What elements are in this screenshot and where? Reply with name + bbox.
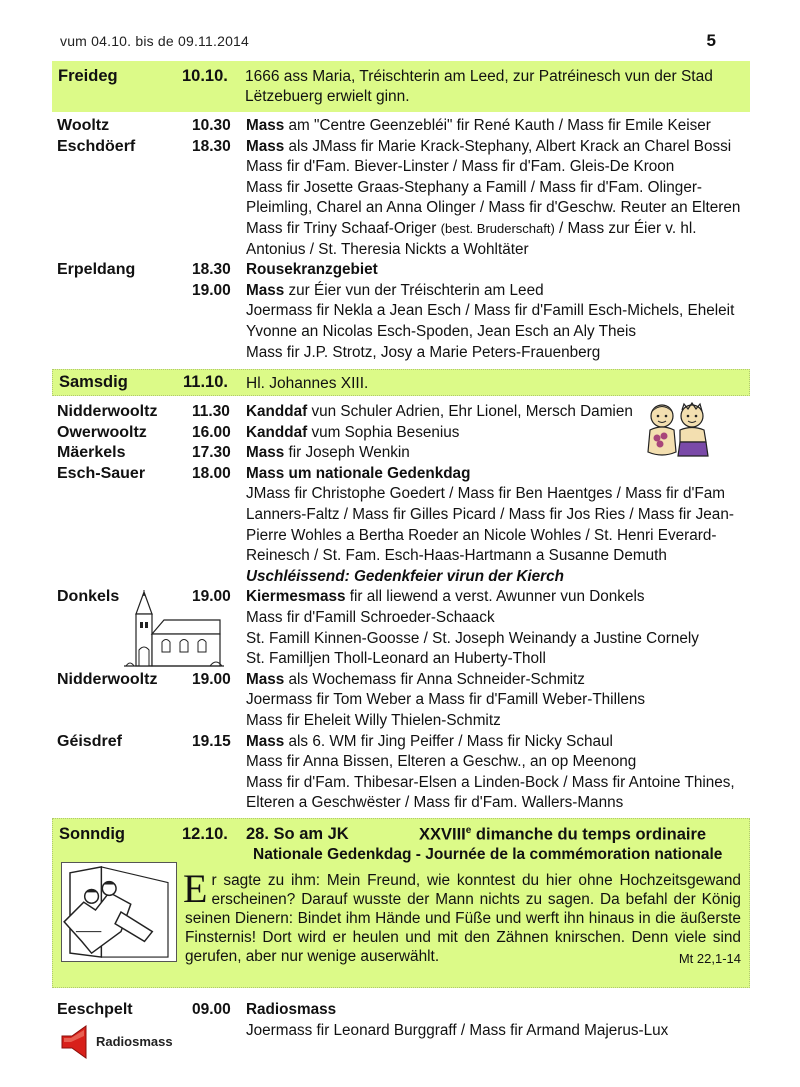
entry-t: Elteren a Geschwëster / Mass fir d'Fam. Wallers-Manns <box>246 794 624 812</box>
entry-t: Mass fir d'Famill Schroeder-Schaack <box>246 609 495 626</box>
location: Owerwooltz <box>57 423 147 441</box>
dropcap: E <box>183 866 208 911</box>
schedule-row <box>0 526 800 547</box>
entry-text <box>246 773 735 794</box>
entry-b: Mass <box>246 117 285 134</box>
entry-text <box>246 198 740 219</box>
schedule-row <box>0 240 800 261</box>
schedule-row <box>0 301 800 322</box>
entry-b: Radiosmass <box>246 1001 337 1018</box>
schedule-row <box>0 793 800 814</box>
liturgical-sunday-fr: XXVIIIe dimanche du temps ordinaire <box>419 825 707 844</box>
location: Nidderwooltz <box>57 403 158 420</box>
entry-text <box>246 1021 668 1042</box>
gospel-illustration-icon <box>61 862 177 962</box>
entry-b: Rousekranzgebiet <box>246 261 378 279</box>
entry-text <box>246 137 731 158</box>
entry-b: Kanddaf <box>246 423 308 441</box>
schedule-row <box>0 198 800 219</box>
entry-text <box>246 157 674 178</box>
entry-b: Mass <box>246 444 285 462</box>
time: 10.30 <box>192 117 231 134</box>
entry-text <box>246 711 501 732</box>
time: 18.30 <box>192 261 231 279</box>
schedule-row <box>0 322 800 343</box>
schedule-row <box>0 116 800 137</box>
entry-t: fir all liewend a verst. Awunner vun Donkels <box>345 588 645 606</box>
entry-t: Mass fir d'Fam. Biever-Linster / Mass fir d'Fam. Gleis-De Kroon <box>246 158 675 176</box>
entry-text <box>246 240 529 261</box>
entry-text <box>246 423 459 444</box>
schedule-row <box>0 567 800 588</box>
entry-t: Joermass fir Tom Weber a Mass fir d'Famill Weber-Thillens <box>246 691 646 709</box>
church-icon <box>124 590 224 668</box>
entry-text <box>246 732 613 753</box>
entry-b: Mass <box>246 137 285 155</box>
time: 19.15 <box>192 732 231 750</box>
entry-b: Mass <box>246 670 285 688</box>
time: 19.00 <box>192 281 231 299</box>
schedule-row <box>0 752 800 773</box>
entry-bi: Uschléissend: Gedenkfeier virun der Kierch <box>246 567 564 585</box>
time: 18.30 <box>192 137 231 155</box>
entry-t: Mass fir J.P. Strotz, Josy a Marie Peters-Frauenberg <box>246 343 601 361</box>
location: Géisdref <box>57 732 122 750</box>
entry-text <box>246 567 564 588</box>
entry-text <box>246 178 702 199</box>
schedule-row <box>0 281 800 302</box>
sunday-band <box>52 818 750 988</box>
page-header <box>60 33 750 53</box>
entry-t: JMass fir Christophe Goedert / Mass fir Ben Haentges / Mass fir d'Fam <box>246 485 725 503</box>
schedule-row <box>0 464 800 485</box>
location: Mäerkels <box>57 444 126 462</box>
gospel-reference: Mt 22,1-14 <box>678 951 741 966</box>
entry-t: Joermass fir Nekla a Jean Esch / Mass fir d'Famill Esch-Michels, Eheleit <box>246 302 735 320</box>
entry-text <box>246 505 734 526</box>
time: 11.30 <box>192 403 230 420</box>
schedule-row <box>0 608 800 629</box>
entry-t: Reinesch / St. Fam. Esch-Haas-Hartmann a Susanne Demuth <box>246 547 667 565</box>
day-date: 12.10. <box>182 825 228 843</box>
location: Eeschpelt <box>57 1001 133 1018</box>
entry-text <box>246 464 470 485</box>
entry-text <box>246 793 623 814</box>
entry-t: zur Éier vun der Tréischterin am Leed <box>284 281 544 299</box>
day-name: Freideg <box>58 67 118 85</box>
entry-text <box>246 402 633 423</box>
entry-t: vum Sophia Besenius <box>307 423 460 441</box>
friday-band <box>52 61 750 112</box>
entry-text <box>246 443 410 464</box>
entry-text <box>246 649 546 670</box>
entry-t: Joermass fir Leonard Burggraff / Mass fir Armand Majerus-Lux <box>246 1021 669 1039</box>
entry-t: als JMass fir Marie Krack-Stephany, Albert Krack an Charel Bossi <box>284 137 732 155</box>
schedule-row <box>0 732 800 753</box>
entry-t2: / Mass zur Éier v. hl. <box>554 220 697 237</box>
entry-text <box>246 1000 336 1021</box>
entry-t: am "Centre Geenzebléi" fir René Kauth / Mass fir Emile Keiser <box>284 117 711 134</box>
location: Donkels <box>57 588 120 606</box>
entry-t: Pleimling, Charel an Anna Olinger / Mass fir d'Geschw. Reuter an Elteren <box>246 199 741 217</box>
date-range: vum 04.10. bis de 09.11.2014 <box>60 33 250 49</box>
gospel-text <box>183 866 741 968</box>
liturgical-sunday: 28. So am JK <box>246 825 349 843</box>
entry-text <box>246 608 495 629</box>
entry-text <box>246 116 711 137</box>
location: Erpeldang <box>57 261 136 279</box>
entry-text <box>246 690 645 711</box>
entry-t: Antonius / St. Theresia Nickts a Wohltäter <box>246 240 529 258</box>
time: 18.00 <box>192 464 231 482</box>
location: Eschdöerf <box>57 137 136 155</box>
entry-t: Mass fir Eheleit Willy Thielen-Schmitz <box>246 712 501 729</box>
time: 19.00 <box>192 588 231 606</box>
entry-t: als 6. WM fir Jing Peiffer / Mass fir Nicky Schaul <box>284 732 613 750</box>
entry-text <box>246 260 378 281</box>
schedule-row <box>0 137 800 158</box>
location: Wooltz <box>57 117 110 134</box>
time: 16.00 <box>192 423 231 441</box>
entry-b: Mass <box>246 732 285 750</box>
speaker-icon <box>60 1024 96 1060</box>
time: 17.30 <box>192 444 231 462</box>
entry-t: als Wochemass fir Anna Schneider-Schmitz <box>284 670 585 688</box>
entry-t: Mass fir Anna Bissen, Elteren a Geschw., an op Meenong <box>246 753 637 771</box>
day-text-line: 1666 ass Maria, Tréischterin am Leed, zur Patréinesch vun der Stad <box>245 68 713 85</box>
time: 19.00 <box>192 670 231 688</box>
schedule-row <box>0 219 800 240</box>
day-text: Hl. Johannes XIII. <box>246 375 369 392</box>
entry-b: Mass <box>246 281 285 299</box>
entry-t: fir Joseph Wenkin <box>284 444 410 462</box>
schedule-row <box>0 260 800 281</box>
entry-sm: (best. Bruderschaft) <box>440 221 555 236</box>
day-date: 10.10. <box>182 67 228 85</box>
entry-text <box>246 526 716 547</box>
schedule-row <box>0 670 800 691</box>
entry-b: Mass um nationale Gedenkdag <box>246 464 471 482</box>
radio-label: Radiosmass <box>96 1034 173 1049</box>
schedule-row <box>0 1000 800 1021</box>
schedule-row <box>0 505 800 526</box>
entry-text <box>246 670 585 691</box>
entry-b: Kanddaf <box>246 403 308 420</box>
entry-text <box>246 322 636 343</box>
gospel-body: r sagte zu ihm: Mein Freund, wie konntest du hier ohne Hochzeitsgewand erscheinen? Darauf wusste der Mann nichts zu sagen. Da befahl der König seinen Dienern: Bindet ihm Hände und Füße und werft ihn hinaus in die äußerste Finsternis! Dort wird er heulen und mit den Zähnen knirschen. Denn viele sind gerufen, aber nur wenige auserwählt. <box>185 872 741 965</box>
entry-text <box>246 219 696 240</box>
day-text-line: Lëtzebuerg erwielt ginn. <box>245 88 410 105</box>
entry-text <box>246 301 734 322</box>
day-name: Samsdig <box>59 373 128 391</box>
entry-t: St. Famill Kinnen-Goosse / St. Joseph Weinandy a Justine Cornely <box>246 629 699 647</box>
page-number: 5 <box>706 31 716 50</box>
schedule-row <box>0 343 800 364</box>
schedule-row <box>0 587 800 608</box>
entry-t: Lanners-Faltz / Mass fir Gilles Picard / Mass fir Jos Ries / Mass fir Jean- <box>246 506 734 523</box>
day-date: 11.10. <box>183 373 228 391</box>
schedule-row <box>0 773 800 794</box>
children-icon <box>640 402 716 460</box>
entry-t: Yvonne an Nicolas Esch-Spoden, Jean Esch an Aly Theis <box>246 323 637 340</box>
entry-text <box>246 484 725 505</box>
schedule-row <box>0 178 800 199</box>
entry-t: vun Schuler Adrien, Ehr Lionel, Mersch Damien <box>307 403 633 420</box>
entry-text <box>246 752 636 773</box>
day-name: Sonndig <box>59 825 125 843</box>
schedule-row <box>0 484 800 505</box>
entry-t: Mass fir Triny Schaaf-Origer <box>246 220 441 237</box>
entry-text <box>246 587 645 608</box>
entry-text <box>246 343 600 364</box>
entry-b: Kiermesmass <box>246 588 346 606</box>
location: Nidderwooltz <box>57 670 158 688</box>
schedule-row <box>0 629 800 650</box>
entry-text <box>246 546 667 567</box>
schedule-row <box>0 649 800 670</box>
entry-t: Mass fir d'Fam. Thibesar-Elsen a Linden-Bock / Mass fir Antoine Thines, <box>246 773 735 791</box>
national-day-title: Nationale Gedenkdag - Journée de la commémoration nationale <box>253 846 723 863</box>
location: Esch-Sauer <box>57 464 146 482</box>
entry-text <box>246 281 544 302</box>
entry-t: St. Familljen Tholl-Leonard an Huberty-Tholl <box>246 650 546 668</box>
schedule-row <box>0 690 800 711</box>
entry-text <box>246 629 699 650</box>
schedule-row <box>0 711 800 732</box>
time: 09.00 <box>192 1001 231 1018</box>
schedule-row <box>0 546 800 567</box>
schedule-row <box>0 157 800 178</box>
entry-t: Pierre Wohles a Bertha Roeder an Nicole Wohles / St. Henri Everard- <box>246 526 717 544</box>
saturday-band <box>52 369 750 396</box>
entry-t: Mass fir Josette Graas-Stephany a Famill / Mass fir d'Fam. Olinger- <box>246 178 703 196</box>
